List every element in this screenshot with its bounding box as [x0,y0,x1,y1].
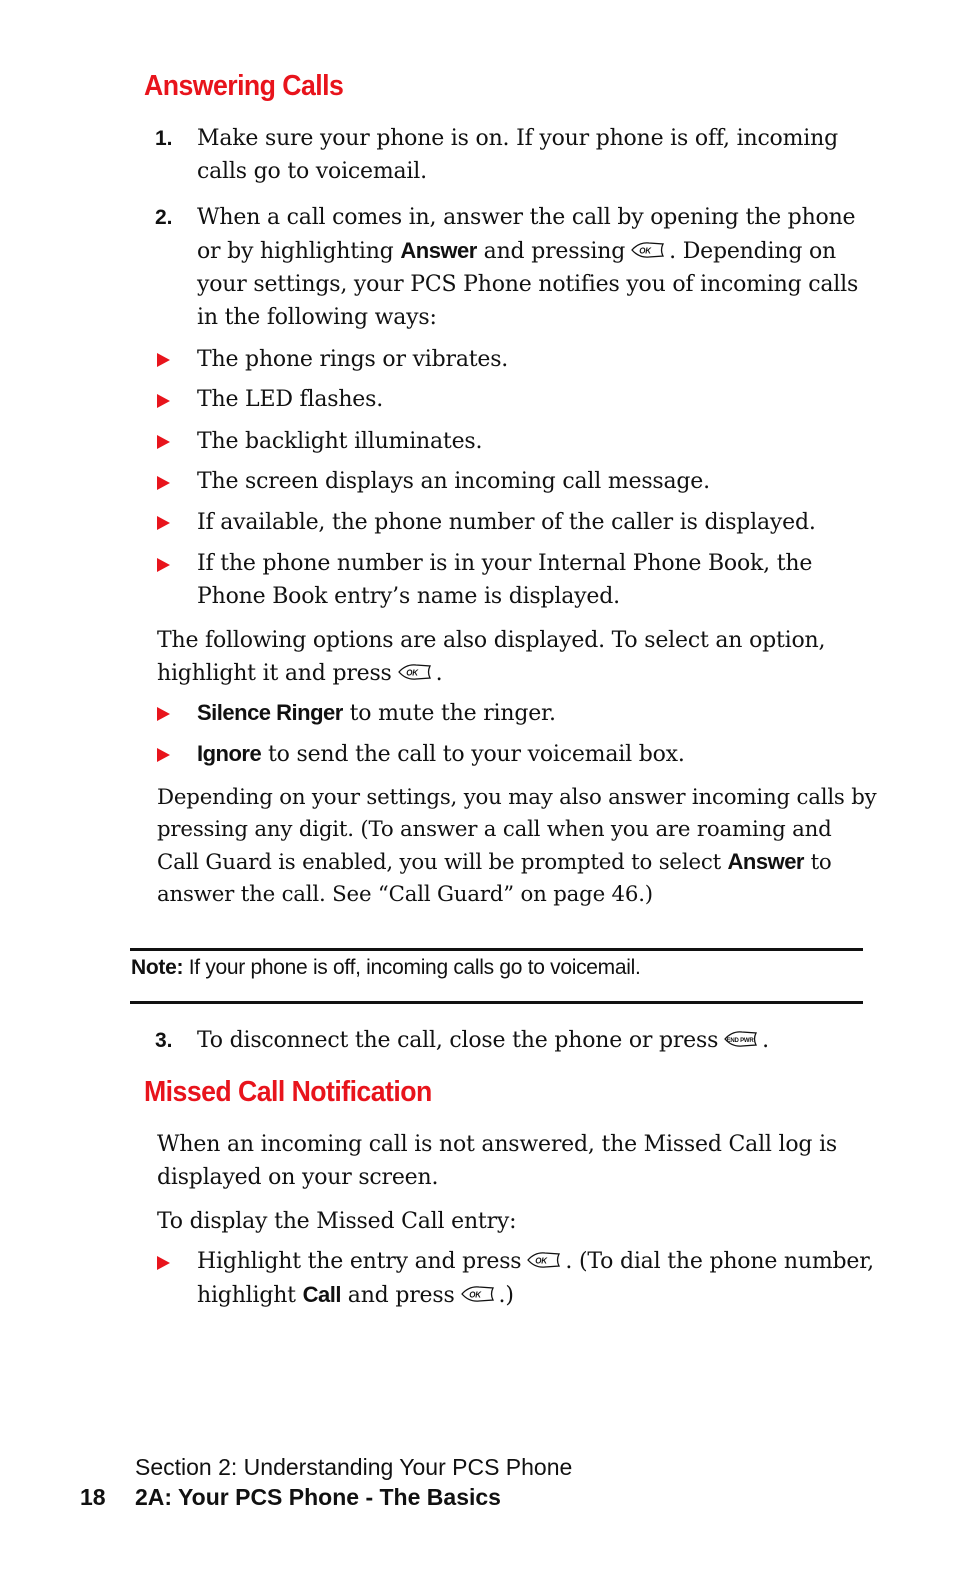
step-1-text: Make sure your phone is on. If your phone is off, incoming calls go to voicemail. [197,126,838,184]
bullet-icon [157,707,170,721]
note: Note: If your phone is off, incoming calls go to voicemail. [131,956,641,979]
digit-answer-paragraph: Depending on your settings, you may also answer incoming calls by pressing any digit. (To answer a call when you are roaming and Call Guard is enabled, you will be prompted to select Answer to answer the call. See “Call Guard” on page 46.) [157,785,877,907]
bullet-icon [157,394,170,408]
list-item: The phone rings or vibrates. [197,347,509,372]
bullet-icon [157,476,170,490]
list-item: Ignore to send the call to your voicemail box. [197,741,685,767]
section-heading-missed-call: Missed Call Notification [144,1076,432,1108]
svg-text:END PWR: END PWR [726,1038,754,1044]
ok-key-icon [629,241,665,259]
step-2-text: When a call comes in, answer the call by opening the phone or by highlighting Answer and pressing OK . Depending on your settings, your PCS Phone notifies you of incoming calls in the following ways: [197,205,859,330]
step-3-text: To disconnect the call, close the phone or press END PWR . [197,1028,769,1053]
list-item: The LED flashes. [197,387,384,412]
step-number-3: 3. [155,1029,173,1052]
note-top-rule [130,948,863,951]
list-item: Highlight the entry and press OK . (To dial the phone number, highlight Call and press OK .) [197,1249,874,1308]
bullet-icon [157,353,170,367]
bullet-icon [157,516,170,530]
ok-key-icon [525,1251,561,1269]
footer-page-number: 18 [80,1484,106,1510]
step-number-1: 1. [155,127,173,150]
option-term: Silence Ringer [197,700,343,725]
list-item: If available, the phone number of the caller is displayed. [197,510,816,535]
missed-call-display-intro: To display the Missed Call entry: [157,1209,517,1234]
bullet-icon [157,558,170,572]
svg-text:OK: OK [468,1290,481,1300]
svg-text:OK: OK [535,1256,548,1266]
missed-call-paragraph: When an incoming call is not answered, the Missed Call log is displayed on your screen. [157,1132,838,1190]
footer-section: Section 2: Understanding Your PCS Phone [135,1454,573,1480]
list-item: Silence Ringer to mute the ringer. [197,700,556,726]
list-item: The backlight illuminates. [197,429,483,454]
answer-term: Answer [400,238,477,263]
note-bottom-rule [130,1001,863,1004]
ok-key-icon [459,1285,495,1303]
ok-key-icon [396,663,432,681]
svg-text:OK: OK [639,246,651,256]
svg-text:OK: OK [405,668,418,678]
bullet-icon [157,748,170,762]
end-pwr-key-icon [722,1030,758,1048]
option-term: Ignore [197,741,262,766]
step-number-2: 2. [155,206,173,229]
answer-term: Answer [727,849,804,874]
bullet-icon [157,1256,170,1270]
call-term: Call [302,1282,341,1307]
footer-chapter: 2A: Your PCS Phone - The Basics [135,1484,501,1510]
bullet-icon [157,435,170,449]
options-intro: The following options are also displayed. To select an option, highlight it and press OK . [157,628,826,686]
list-item: The screen displays an incoming call message. [197,469,710,494]
list-item: If the phone number is in your Internal Phone Book, the Phone Book entry’s name is displayed. [197,551,813,609]
section-heading-answering-calls: Answering Calls [144,70,344,102]
